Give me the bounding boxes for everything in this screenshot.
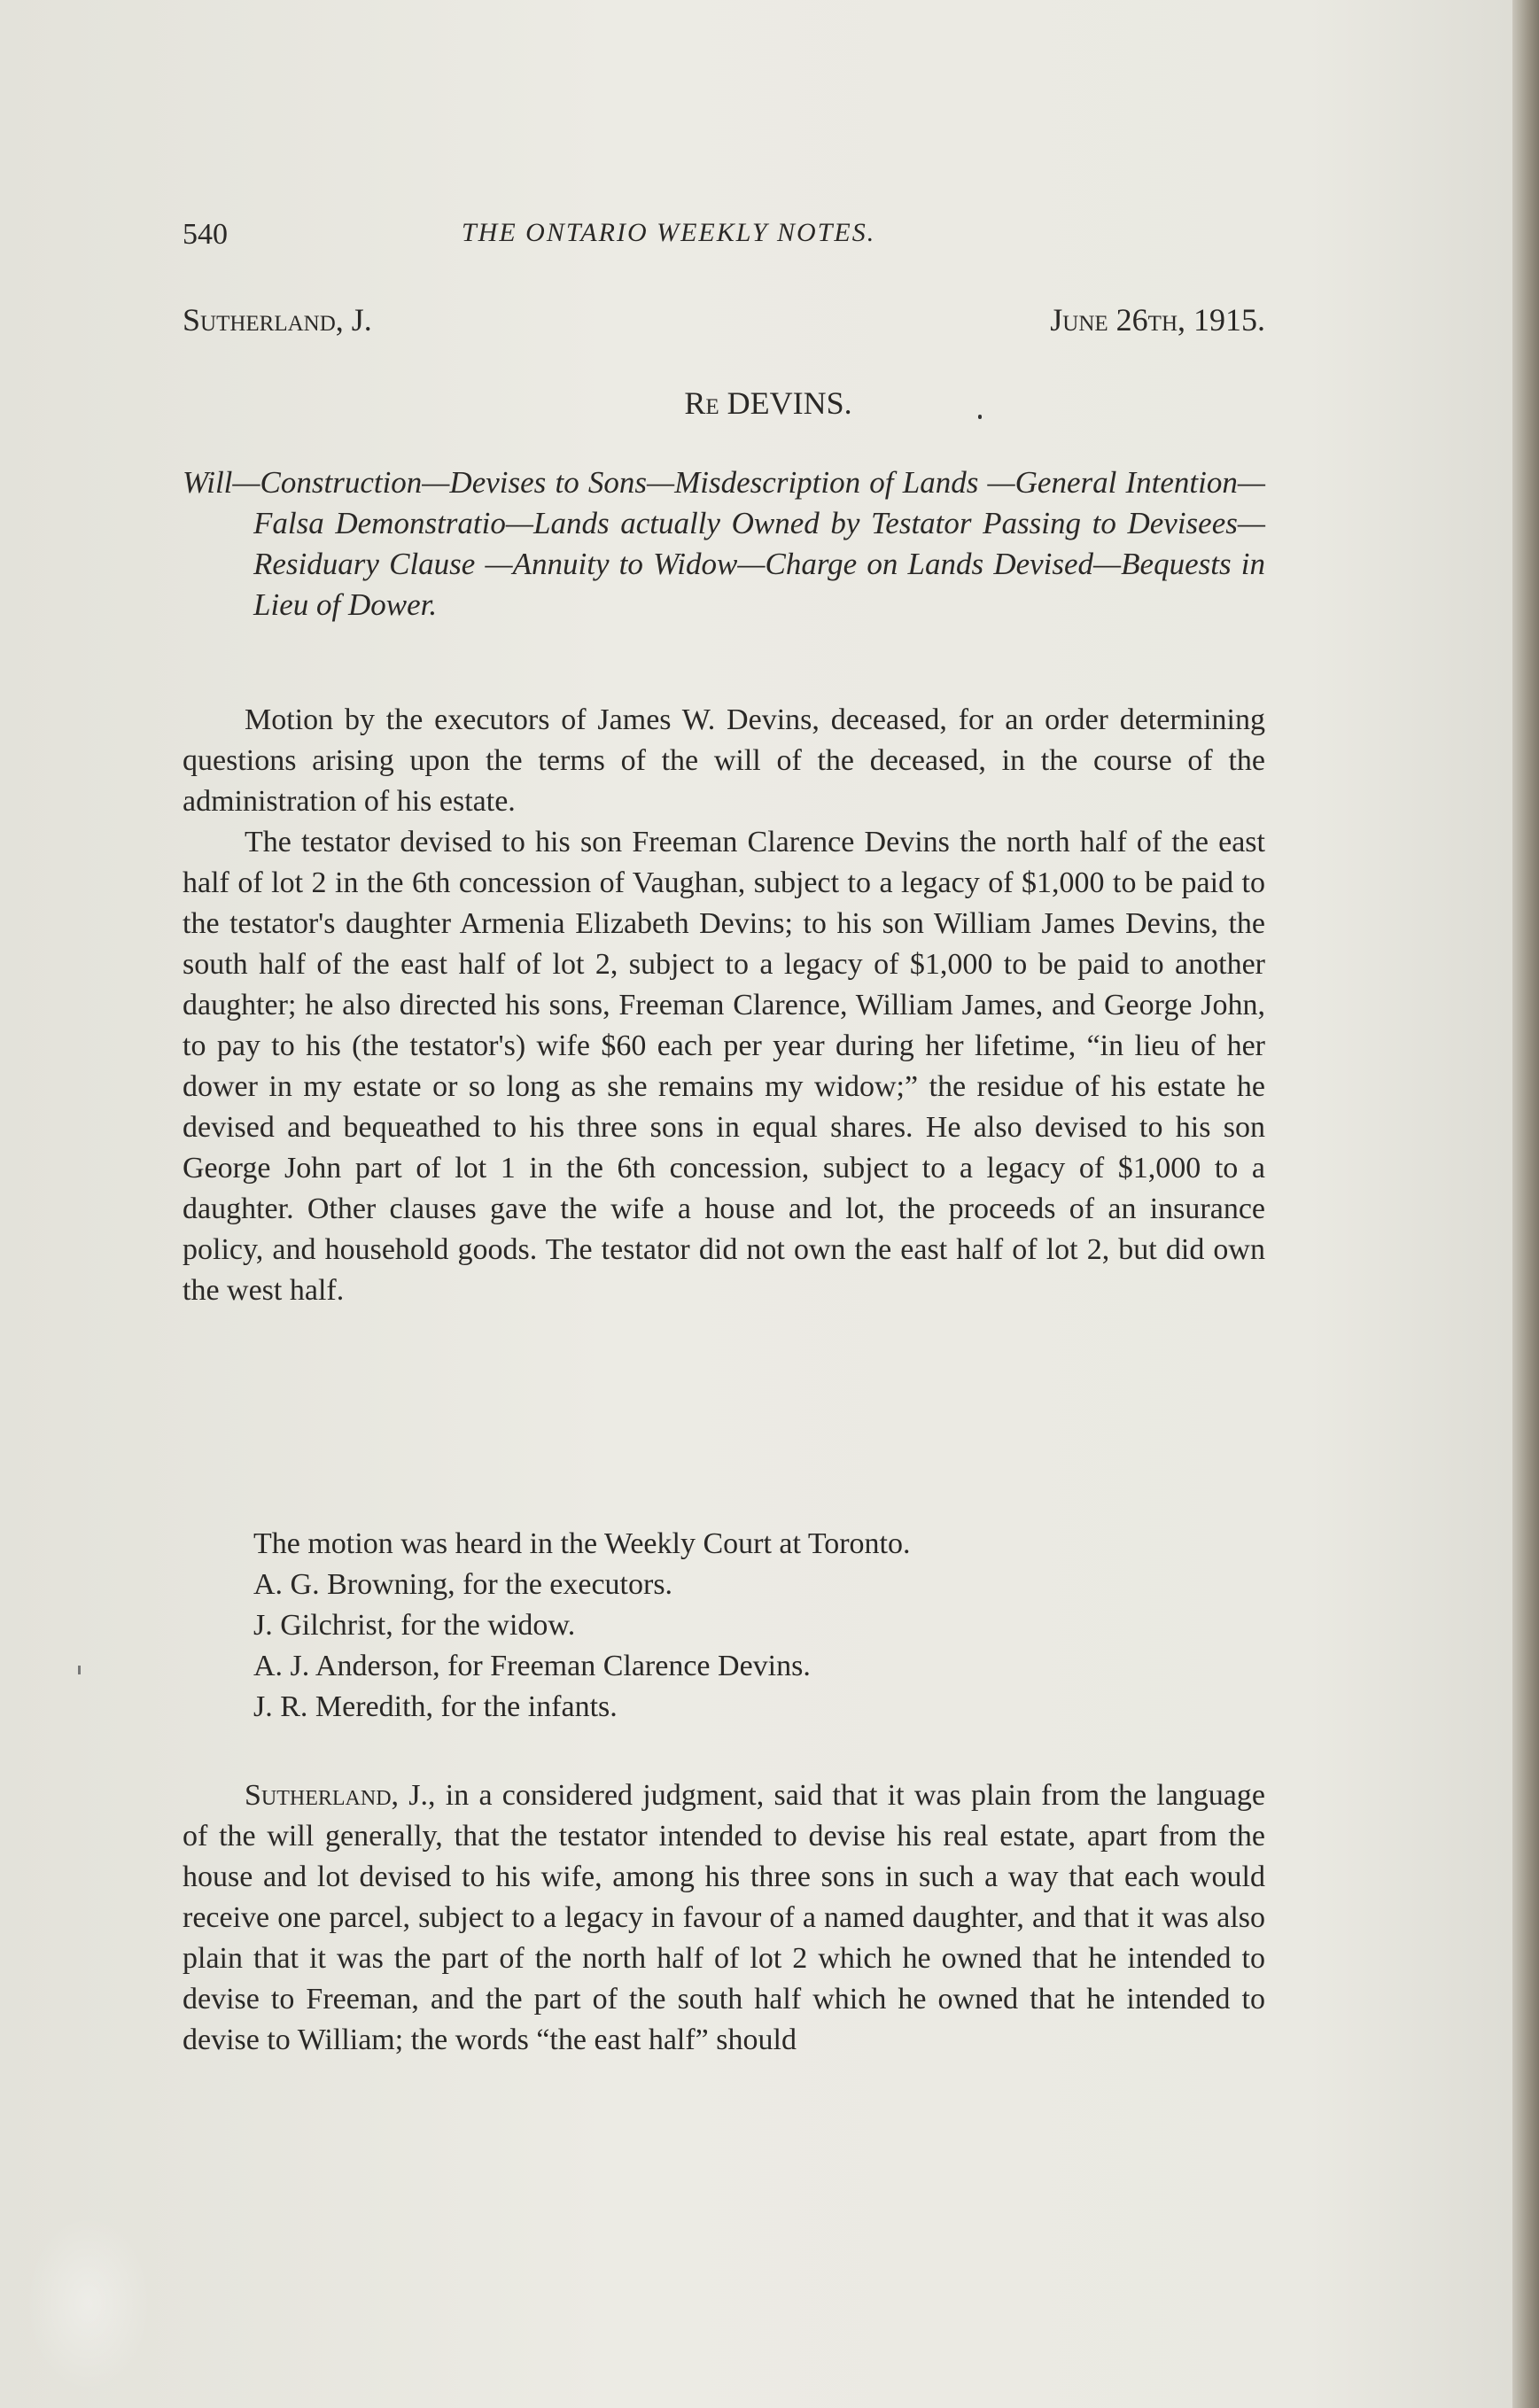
judgment-lead: Sutherland, J.,: [245, 1779, 436, 1812]
journal-title: THE ONTARIO WEEKLY NOTES.: [462, 218, 876, 247]
emboss-stamp: [27, 2215, 151, 2392]
facts-paragraph: The testator devised to his son Freeman Clarence Devins the north half of the east half of lot 2 in the 6th concession of Vaughan, subject to a legacy of $1,000 to be paid to the testator's daughter Armenia Elizabeth Devins; to his son William James Devins, the south half of the east half of lot 2, subject to a legacy of $1,000 to be paid to another daughter; he also directed his sons, Freeman Clarence, William James, and George John, to pay to his (the testator's) wife $60 each per year during her lifetime, “in lieu of her dower in my estate or so long as she remains my widow;” the residue of his estate he devised and bequeathed to his three sons in equal shares. He also devised to his son George John part of lot 1 in the 6th concession, subject to a legacy of $1,000 to a daughter. Other clauses gave the wife a house and lot, the proceeds of an insurance policy, and household goods. The testator did not own the east half of lot 2, but did own the west half.: [183, 826, 1265, 1307]
counsel-widow: J. Gilchrist, for the widow.: [253, 1609, 576, 1642]
counsel-list: [183, 1524, 1265, 1728]
headnote-text: Will—Construction—Devises to Sons—Misdescription of Lands —General Intention—Falsa Demonstratio—Lands actually Owned by Testator Passing to Devisees—Residuary Clause —Annuity to Widow—Charge on Lands Devised—Bequests in Lieu of Dower.: [183, 465, 1265, 622]
headnote: [183, 462, 1265, 625]
case-title-name: DEVINS.: [727, 385, 852, 421]
motion-paragraph: Motion by the executors of James W. Devins, deceased, for an order determining questions arising upon the terms of the will of the deceased, in the course of the administration of his estate.: [183, 703, 1265, 818]
ink-mark: [978, 415, 982, 419]
judge-name: Sutherland, J.: [183, 302, 372, 338]
counsel-infants: J. R. Meredith, for the infants.: [253, 1690, 618, 1723]
margin-speck: [78, 1666, 81, 1674]
book-spine-shadow: [1512, 0, 1539, 2408]
judgment-text: in a considered judgment, said that it was plain from the language of the will generally, that the testator intended to devise his real estate, apart from the house and lot devised to his wife, among his three sons in such a way that each would receive one parcel, subject to a legacy in favour of a named daughter, and that it was also plain that it was the part of the north half of lot 2 which he owned that he intended to devise to Freeman, and the part of the south half which he owned that he intended to devise to William; the words “the east half” should: [183, 1779, 1265, 2056]
case-title: [183, 385, 1265, 422]
case-title-prefix: Re: [684, 385, 719, 421]
counsel-executors: A. G. Browning, for the executors.: [253, 1568, 673, 1601]
counsel-freeman: A. J. Anderson, for Freeman Clarence Devins.: [253, 1650, 811, 1682]
page-number: 540: [183, 218, 228, 251]
judgment-paragraph: [183, 1775, 1265, 2061]
judgment-date: June 26th, 1915.: [1050, 302, 1265, 338]
hearing-line: The motion was heard in the Weekly Court at Toronto.: [253, 1527, 911, 1560]
running-head: [183, 218, 1265, 257]
